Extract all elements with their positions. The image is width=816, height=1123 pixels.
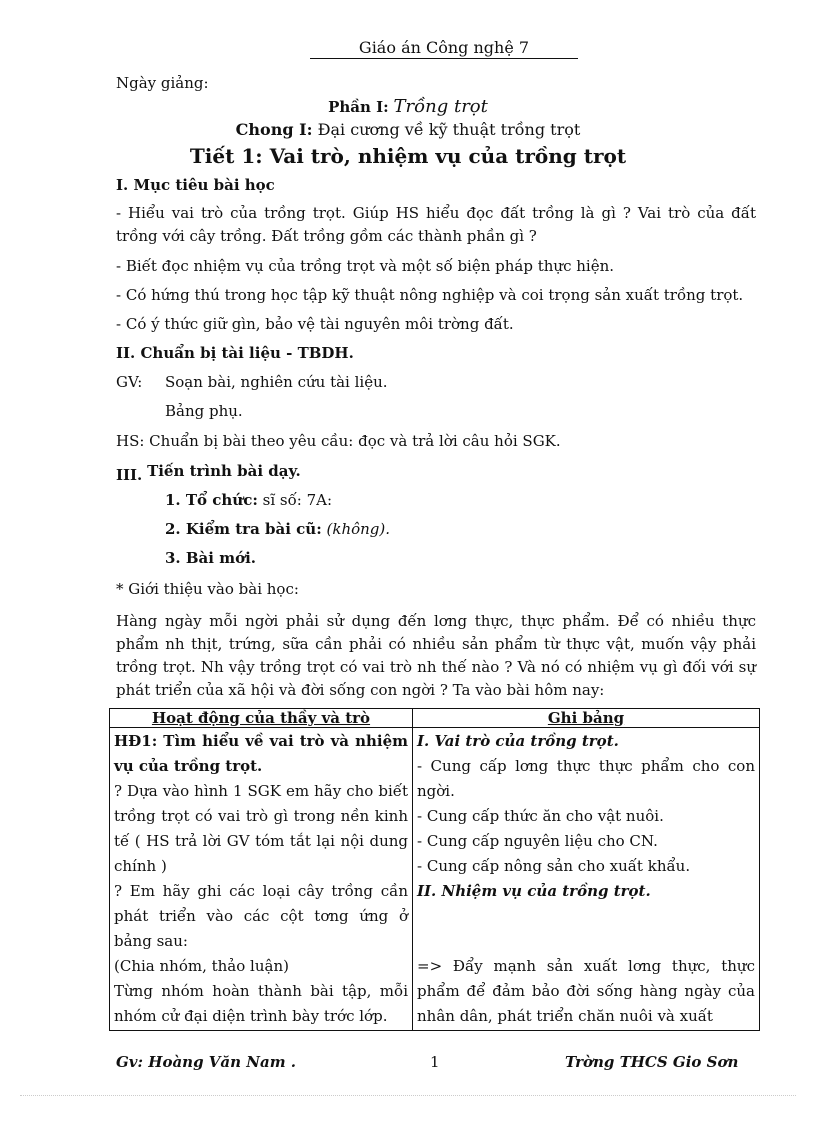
gv-label: GV: (116, 373, 143, 391)
step-1-label: 1. Tổ chức: (165, 491, 258, 509)
teacher-activity-cell (110, 728, 413, 1031)
footer-teacher: Gv: Hoàng Văn Nam . (116, 1053, 297, 1071)
section3-title: Tiến trình bài dạy. (147, 462, 301, 480)
objective-2: - Biết đọc nhiệm vụ của trồng trọt và một số biện pháp thực hiện. (116, 257, 615, 275)
step-1 (165, 491, 332, 509)
document-header-title: Giáo án Công nghệ 7 (310, 38, 578, 59)
step-2 (165, 520, 390, 538)
board-notes-cell (413, 728, 760, 1031)
table-header-row (110, 709, 760, 728)
objective-4: - Có ý thức giữ gìn, bảo vệ tài nguyên môi trờng đất. (116, 315, 514, 333)
objective-1: - Hiểu vai trò của trồng trọt. Giúp HS hiểu đọc đất trồng là gì ? Vai trò của đất trồng với cây trồng. Đất trồng gồm các thành phần gì ? (116, 204, 756, 245)
intro-label: * Giới thiệu vào bài học: (116, 580, 299, 598)
board-item-4: - Cung cấp nông sản cho xuất khẩu. (417, 857, 691, 875)
board-item-1: - Cung cấp lơng thực thực phẩm cho con ngời. (417, 757, 755, 800)
col2-header: Ghi bảng (413, 709, 760, 728)
chapter-heading (0, 120, 816, 139)
section2-heading: II. Chuẩn bị tài liệu - TBDH. (116, 344, 354, 362)
section3-heading (116, 462, 301, 484)
group-task: Từng nhóm hoàn thành bài tập, mỗi nhóm cử đại diện trình bày trớc lớp. (114, 982, 408, 1025)
section1-heading: I. Mục tiêu bài học (116, 176, 275, 194)
board-heading-2: II. Nhiệm vụ của trồng trọt. (417, 882, 651, 900)
board-item-3: - Cung cấp nguyên liệu cho CN. (417, 832, 658, 850)
part-label: Phần I: (328, 98, 389, 116)
chapter-name: Đại cương về kỹ thuật trồng trọt (317, 120, 581, 139)
part-name: Trồng trọt (393, 96, 488, 117)
page-bottom-divider (20, 1095, 796, 1096)
footer-school: Trờng THCS Gio Sơn (565, 1053, 739, 1071)
board-conclusion: => Đẩy mạnh sản xuất lơng thực, thực phẩm để đảm bảo đời sống hàng ngày của nhân dân, phát triển chăn nuôi và xuất (417, 957, 755, 1025)
col1-header: Hoạt động của thầy và trò (110, 709, 413, 728)
step-2-label: 2. Kiểm tra bài cũ: (165, 520, 322, 538)
step-1-value: sĩ số: 7A: (262, 491, 333, 509)
group-note: (Chia nhóm, thảo luận) (114, 957, 289, 975)
section3-prefix: III. (116, 466, 143, 484)
question-1: ? Dựa vào hình 1 SGK em hãy cho biết trồng trọt có vai trò gì trong nền kinh tế ( HS trả lời GV tóm tắt lại nội dung chính ) (114, 782, 408, 875)
gv-line-1: Soạn bài, nghiên cứu tài liệu. (165, 373, 388, 391)
activity-1-heading: HĐ1: Tìm hiểu về vai trò và nhiệm vụ của trồng trọt. (114, 732, 408, 775)
footer-page-number: 1 (430, 1053, 440, 1071)
board-spacer (417, 904, 755, 954)
part-heading (0, 96, 816, 117)
lesson-table (109, 708, 760, 1031)
chapter-label: Chong I: (235, 120, 313, 139)
question-2: ? Em hãy ghi các loại cây trồng cần phát triển vào các cột tơng ứng ở bảng sau: (114, 882, 408, 950)
board-heading-1: I. Vai trò của trồng trọt. (417, 732, 619, 750)
table-row (110, 728, 760, 1031)
step-3-label: 3. Bài mới. (165, 549, 256, 567)
date-label: Ngày giảng: (116, 74, 209, 92)
intro-paragraph: Hàng ngày mỗi ngời phải sử dụng đến lơng thực, thực phẩm. Để có nhiều thực phẩm nh thịt, trứng, sữa cần phải có nhiều sản phẩm từ thực vật, muốn vậy phải trồng trọt. Nh vậy trồng trọt có vai trò nh thế nào ? Và nó có nhiệm vụ gì đối với sự phát triển của xã hội và đời sống con ngời ? Ta vào bài hôm nay: (116, 612, 756, 699)
objective-3: - Có hứng thú trong học tập kỹ thuật nông nghiệp và coi trọng sản xuất trồng trọt. (116, 286, 744, 304)
lesson-title: Tiết 1: Vai trò, nhiệm vụ của trồng trọt (189, 144, 627, 168)
hs-line: HS: Chuẩn bị bài theo yêu cầu: đọc và trả lời câu hỏi SGK. (116, 432, 561, 450)
step-2-value: (không). (326, 520, 391, 538)
board-item-2: - Cung cấp thức ăn cho vật nuôi. (417, 807, 664, 825)
gv-line-2: Bảng phụ. (165, 402, 243, 420)
